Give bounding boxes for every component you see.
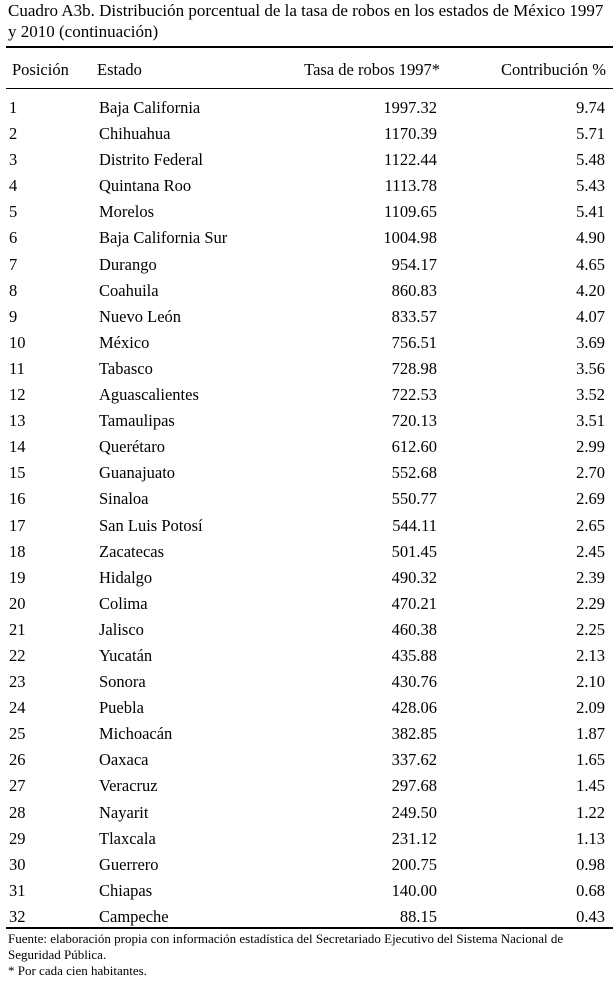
- cell-posicion: 10: [9, 332, 26, 352]
- cell-tasa: 1109.65: [383, 202, 437, 222]
- cell-contribucion: 5.43: [576, 176, 605, 196]
- cell-contribucion: 1.22: [576, 802, 605, 822]
- cell-contribucion: 2.70: [576, 463, 605, 483]
- table-row: [0, 829, 613, 855]
- cell-contribucion: 3.56: [576, 358, 605, 378]
- cell-tasa: 1170.39: [383, 124, 437, 144]
- cell-posicion: 2: [9, 124, 18, 144]
- cell-posicion: 29: [9, 828, 26, 848]
- table-row: [0, 907, 613, 933]
- cell-tasa: 249.50: [391, 802, 437, 822]
- cell-estado: Jalisco: [99, 619, 144, 639]
- cell-posicion: 28: [9, 802, 26, 822]
- table-row: [0, 307, 613, 333]
- cell-posicion: 4: [9, 176, 18, 196]
- cell-contribucion: 5.48: [576, 150, 605, 170]
- cell-estado: Chiapas: [99, 880, 153, 900]
- cell-posicion: 24: [9, 698, 26, 718]
- cell-tasa: 860.83: [391, 280, 437, 300]
- table-row: [0, 333, 613, 359]
- table-row: [0, 568, 613, 594]
- cell-contribucion: 2.39: [576, 567, 605, 587]
- cell-posicion: 25: [9, 724, 26, 744]
- cell-estado: San Luis Potosí: [99, 515, 203, 535]
- cell-tasa: 297.68: [391, 776, 437, 796]
- table-row: [0, 463, 613, 489]
- cell-tasa: 544.11: [392, 515, 437, 535]
- cell-posicion: 27: [9, 776, 26, 796]
- header-contribucion: Contribución %: [501, 60, 606, 79]
- cell-posicion: 3: [9, 150, 18, 170]
- cell-estado: Zacatecas: [99, 541, 165, 561]
- cell-estado: Baja California: [99, 98, 201, 117]
- cell-estado: Sonora: [99, 672, 146, 692]
- table-row: [0, 620, 613, 646]
- table-row: [0, 516, 613, 542]
- cell-estado: Chihuahua: [99, 124, 171, 144]
- cell-contribucion: 2.45: [576, 541, 605, 561]
- table-row: [0, 437, 613, 463]
- cell-posicion: 16: [9, 489, 26, 509]
- cell-contribucion: 2.13: [576, 645, 605, 665]
- cell-posicion: 23: [9, 672, 26, 692]
- cell-estado: Aguascalientes: [99, 385, 199, 405]
- cell-tasa: 435.88: [391, 645, 437, 665]
- cell-contribucion: 3.52: [576, 385, 605, 405]
- cell-estado: Michoacán: [99, 724, 173, 744]
- cell-estado: Tamaulipas: [99, 411, 175, 431]
- cell-tasa: 337.62: [391, 750, 437, 770]
- table-row: [0, 698, 613, 724]
- cell-posicion: 32: [9, 906, 26, 926]
- cell-posicion: 11: [9, 358, 25, 378]
- cell-tasa: 552.68: [391, 463, 437, 483]
- cell-posicion: 20: [9, 593, 26, 613]
- cell-contribucion: 1.65: [576, 750, 605, 770]
- top-rule: [6, 46, 613, 48]
- cell-estado: Coahuila: [99, 280, 159, 300]
- table-row: [0, 776, 613, 802]
- cell-tasa: 490.32: [391, 567, 437, 587]
- cell-contribucion: 1.13: [576, 828, 605, 848]
- cell-estado: Yucatán: [99, 645, 153, 665]
- table-row: [0, 542, 613, 568]
- table-row: [0, 411, 613, 437]
- cell-estado: México: [99, 332, 150, 352]
- cell-posicion: 14: [9, 437, 26, 457]
- cell-contribucion: 1.45: [576, 776, 605, 796]
- cell-posicion: 30: [9, 854, 26, 874]
- cell-posicion: 13: [9, 411, 26, 431]
- cell-posicion: 6: [9, 228, 18, 248]
- cell-posicion: 18: [9, 541, 26, 561]
- cell-tasa: 550.77: [391, 489, 437, 509]
- table-row: [0, 855, 613, 881]
- table-row: [0, 385, 613, 411]
- cell-posicion: 15: [9, 463, 26, 483]
- header-estado: Estado: [97, 60, 142, 79]
- cell-posicion: 22: [9, 645, 26, 665]
- bottom-rule: [6, 927, 613, 929]
- header-tasa: Tasa de robos 1997*: [304, 60, 440, 79]
- cell-contribucion: 2.69: [576, 489, 605, 509]
- table-row: [0, 176, 613, 202]
- cell-posicion: 17: [9, 515, 26, 535]
- cell-estado: Colima: [99, 593, 148, 613]
- cell-estado: Guerrero: [99, 854, 159, 874]
- cell-estado: Quintana Roo: [99, 176, 192, 196]
- table-row: [0, 646, 613, 672]
- cell-estado: Nuevo León: [99, 306, 182, 326]
- cell-estado: Nayarit: [99, 802, 149, 822]
- cell-posicion: 26: [9, 750, 26, 770]
- cell-contribucion: 1.87: [576, 724, 605, 744]
- cell-tasa: 231.12: [391, 828, 437, 848]
- cell-tasa: 954.17: [391, 254, 437, 274]
- cell-contribucion: 5.71: [576, 124, 605, 144]
- cell-tasa: 428.06: [391, 698, 437, 718]
- table-row: [0, 281, 613, 307]
- cell-contribucion: 4.90: [576, 228, 605, 248]
- cell-tasa: 501.45: [391, 541, 437, 561]
- table-row: [0, 150, 613, 176]
- cell-posicion: 9: [9, 306, 18, 326]
- cell-contribucion: 0.68: [576, 880, 605, 900]
- cell-estado: Veracruz: [99, 776, 158, 796]
- cell-tasa: 470.21: [391, 593, 437, 613]
- cell-estado: Sinaloa: [99, 489, 149, 509]
- cell-tasa: 720.13: [391, 411, 437, 431]
- table-row: [0, 724, 613, 750]
- cell-estado: Baja California Sur: [99, 228, 228, 248]
- cell-contribucion: 2.99: [576, 437, 605, 457]
- cell-contribucion: 4.65: [576, 254, 605, 274]
- table-row: [0, 803, 613, 829]
- cell-estado: Hidalgo: [99, 567, 153, 587]
- cell-estado: Durango: [99, 254, 157, 274]
- cell-contribucion: 2.09: [576, 698, 605, 718]
- cell-posicion: 1: [9, 98, 18, 117]
- cell-contribucion: 3.51: [576, 411, 605, 431]
- table-row: [0, 255, 613, 281]
- cell-estado: Tabasco: [99, 358, 153, 378]
- cell-posicion: 8: [9, 280, 18, 300]
- cell-posicion: 19: [9, 567, 26, 587]
- cell-tasa: 1122.44: [383, 150, 437, 170]
- table-row: [0, 489, 613, 515]
- cell-estado: Oaxaca: [99, 750, 149, 770]
- cell-estado: Guanajuato: [99, 463, 176, 483]
- cell-tasa: 756.51: [391, 332, 437, 352]
- table-row: [0, 124, 613, 150]
- cell-posicion: 7: [9, 254, 18, 274]
- cell-tasa: 1004.98: [383, 228, 437, 248]
- cell-contribucion: 0.98: [576, 854, 605, 874]
- cell-contribucion: 2.29: [576, 593, 605, 613]
- cell-posicion: 5: [9, 202, 18, 222]
- table-row: [0, 594, 613, 620]
- cell-posicion: 31: [9, 880, 26, 900]
- cell-contribucion: 9.74: [576, 98, 605, 117]
- cell-estado: Querétaro: [99, 437, 165, 457]
- cell-contribucion: 2.65: [576, 515, 605, 535]
- cell-tasa: 722.53: [391, 385, 437, 405]
- table-row: [0, 750, 613, 776]
- cell-tasa: 200.75: [391, 854, 437, 874]
- cell-estado: Morelos: [99, 202, 154, 222]
- cell-contribucion: 4.07: [576, 306, 605, 326]
- cell-estado: Distrito Federal: [99, 150, 204, 170]
- footnotes: [8, 931, 608, 979]
- table-row: [0, 359, 613, 385]
- cell-tasa: 728.98: [391, 358, 437, 378]
- cell-contribucion: 0.43: [576, 906, 605, 926]
- cell-tasa: 430.76: [391, 672, 437, 692]
- table-row: [0, 202, 613, 228]
- cell-contribucion: 2.10: [576, 672, 605, 692]
- table-row: [0, 881, 613, 907]
- cell-contribucion: 4.20: [576, 280, 605, 300]
- cell-tasa: 1997.32: [383, 98, 437, 117]
- asterisk-note: * Por cada cien habitantes.: [8, 963, 147, 978]
- table-body: [0, 98, 613, 933]
- cell-estado: Tlaxcala: [99, 828, 156, 848]
- table-row: [0, 672, 613, 698]
- header-rule: [6, 88, 613, 89]
- cell-posicion: 12: [9, 385, 26, 405]
- table-row: [0, 228, 613, 254]
- cell-tasa: 460.38: [391, 619, 437, 639]
- cell-tasa: 382.85: [391, 724, 437, 744]
- cell-contribucion: 2.25: [576, 619, 605, 639]
- cell-estado: Puebla: [99, 698, 144, 718]
- cell-tasa: 140.00: [391, 880, 437, 900]
- cell-estado: Campeche: [99, 906, 169, 926]
- cell-posicion: 21: [9, 619, 26, 639]
- cell-tasa: 1113.78: [384, 176, 437, 196]
- cell-tasa: 88.15: [399, 906, 437, 926]
- source-note: Fuente: elaboración propia con información estadística del Secretariado Ejecutivo del Sistema Nacional de Seguridad Pública.: [8, 931, 564, 962]
- cell-tasa: 833.57: [391, 306, 437, 326]
- cell-contribucion: 3.69: [576, 332, 605, 352]
- header-posicion: Posición: [12, 60, 69, 79]
- table-row: [0, 98, 613, 124]
- cell-contribucion: 5.41: [576, 202, 605, 222]
- cell-tasa: 612.60: [391, 437, 437, 457]
- table-title: Cuadro A3b. Distribución porcentual de la tasa de robos en los estados de México 1997 y 2010 (continuación): [8, 1, 604, 41]
